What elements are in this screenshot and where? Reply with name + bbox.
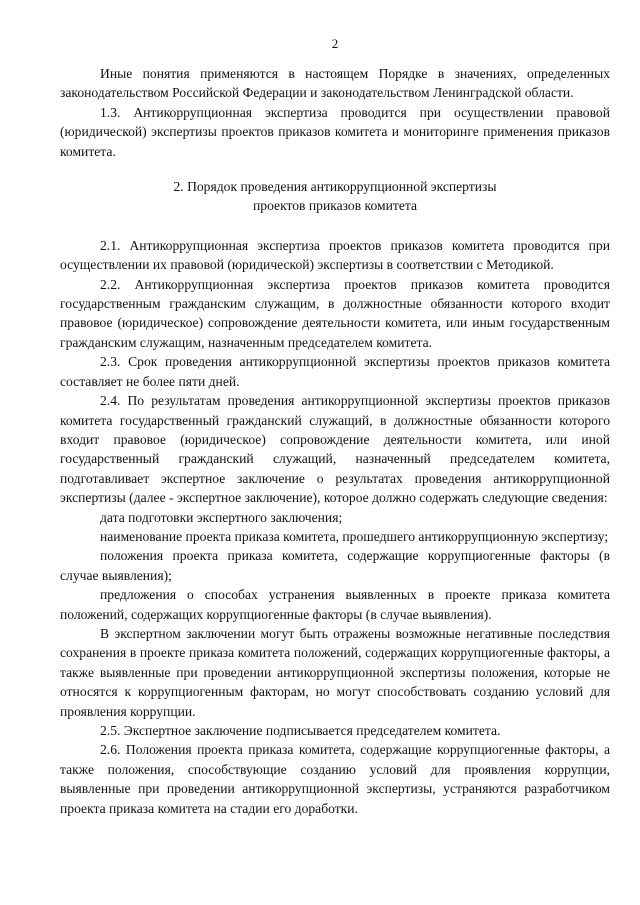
list-item-proposals: предложения о способах устранения выявленных в проекте приказа комитета положений, содержащих коррупциогенные факторы (в случае выявления).: [60, 587, 610, 622]
section-heading-line-1: 2. Порядок проведения антикоррупционной экспертизы: [173, 179, 497, 195]
list-item-corruption-factors: положения проекта приказа комитета, содержащие коррупциогенные факторы (в случае выявления);: [60, 548, 610, 583]
paragraph-2-3: 2.3. Срок проведения антикоррупционной экспертизы проектов приказов комитета составляет не более пяти дней.: [60, 354, 610, 389]
section-heading: [60, 177, 610, 216]
paragraph-2-5: 2.5. Экспертное заключение подписывается председателем комитета.: [100, 723, 501, 738]
page-number: 2: [331, 36, 339, 51]
section-heading-line-2: проектов приказов комитета: [253, 198, 417, 214]
list-item-date: дата подготовки экспертного заключения;: [100, 509, 343, 525]
paragraph-other-terms: Иные понятия применяются в настоящем Порядке в значениях, определенных законодательством Российской Федерации и законодательством Ленинградской области.: [60, 66, 610, 101]
list-item-project-name: наименование проекта приказа комитета, прошедшего антикоррупционную экспертизу;: [100, 528, 609, 544]
paragraph-1-3: 1.3. Антикоррупционная экспертиза проводится при осуществлении правовой (юридической) экспертизы проектов приказов комитета и мониторинге применения приказов комитета.: [60, 104, 610, 159]
paragraph-2-4: 2.4. По результатам проведения антикоррупционной экспертизы проектов приказов комитета государственный гражданский служащий, в должностные обязанности которого входит правовое (юридическое) сопровождение деятельности комитета, или иной государственный гражданский служащий, назначенный председателем комитета, подготавливает экспертное заключение о результатах проведения антикоррупционной экспертизы (далее - экспертное заключение), которое должно содержать следующие сведения:: [60, 393, 610, 506]
paragraph-2-2: 2.2. Антикоррупционная экспертиза проектов приказов комитета проводится государственным гражданским служащим, в должностные обязанности которого входит правовое (юридическое) сопровождение деятельности комитета, или иным государственным гражданским служащим, назначенным председателем комитета.: [60, 276, 610, 350]
document-text: [60, 64, 610, 818]
paragraph-expert-conclusion: В экспертном заключении могут быть отражены возможные негативные последствия сохранения в проекте приказа комитета положений, содержащих коррупциогенные факторы, а также выявленные при проведении антикоррупционной экспертизы положения, которые не относятся к коррупциогенным факторам, но могут способствовать созданию условий для проявления коррупции.: [60, 625, 610, 719]
paragraph-2-1: 2.1. Антикоррупционная экспертиза проектов приказов комитета проводится при осуществлении их правовой (юридической) экспертизы в соответствии с Методикой.: [60, 237, 610, 273]
paragraph-2-6: 2.6. Положения проекта приказа комитета, содержащие коррупциогенные факторы, а также положения, способствующие созданию условий для проявления коррупции, выявленные при проведении антикоррупционной экспертизы, устраняются разработчиком проекта приказа комитета на стадии его доработки.: [60, 742, 610, 816]
